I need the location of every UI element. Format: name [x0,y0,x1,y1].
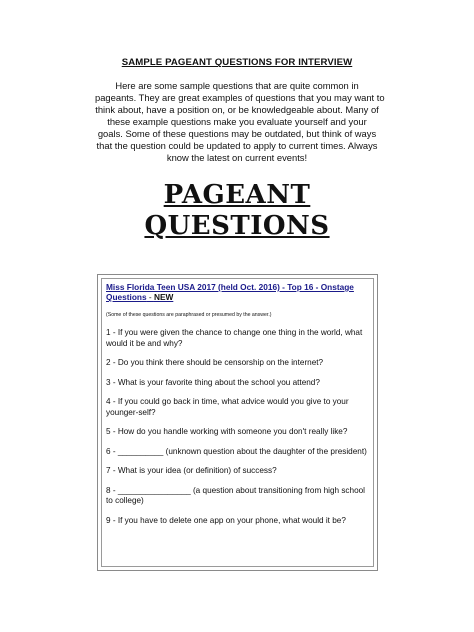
question-item: 6 - __________ (unknown question about the daughter of the president) [106,446,367,456]
box-title [106,282,369,302]
question-item: 2 - Do you think there should be censorship on the internet? [106,358,324,367]
question-item: 5 - How do you handle working with someone you don't really like? [106,427,348,436]
question-item: 4 - If you could go back in time, what advice would you give to your younger-self? [106,397,349,417]
intro-line: these example questions make you evaluate yourself and your [107,116,367,127]
question-item: 3 - What is your favorite thing about the school you attend? [106,377,320,387]
intro-line: pageants. They are great examples of questions that you may want to [95,92,385,103]
intro-line: know the latest on current events! [166,152,308,163]
question-item: 9 - If you have to delete one app on your phone, what would it be? [106,515,346,525]
question-item: 1 - If you were given the chance to change one thing in the world, what would it be and why? [106,328,363,348]
intro-line: Here are some sample questions that are quite common in [115,80,359,91]
question-item: 7 - What is your idea (or definition) of success? [106,466,277,475]
box-title-separator: - [146,292,154,302]
intro-line: that the question could be updated to apply to current times. Always [96,140,378,151]
questions-box-inner [101,278,374,567]
title-line: QUESTIONS [144,211,330,241]
questions-box [97,274,378,571]
question-item: 8 - ________________ (a question about transitioning from high school to college) [106,485,366,505]
intro-line: think about, have a position on, or be knowledgeable about. Many of [95,104,379,115]
intro-line: goals. Some of these questions may be outdated, but think of ways [97,128,377,139]
new-badge: NEW [153,292,174,302]
box-title-link[interactable]: Miss Florida Teen USA 2017 (held Oct. 2016) - Top 16 - Onstage Questions [106,282,354,302]
intro-paragraph [95,80,385,164]
document-title [0,180,474,242]
paraphrase-note: (Some of these questions are paraphrased or presumed by the answer.) [106,312,272,318]
page-heading: SAMPLE PAGEANT QUESTIONS FOR INTERVIEW [121,57,353,68]
title-line: PAGEANT [163,180,311,210]
